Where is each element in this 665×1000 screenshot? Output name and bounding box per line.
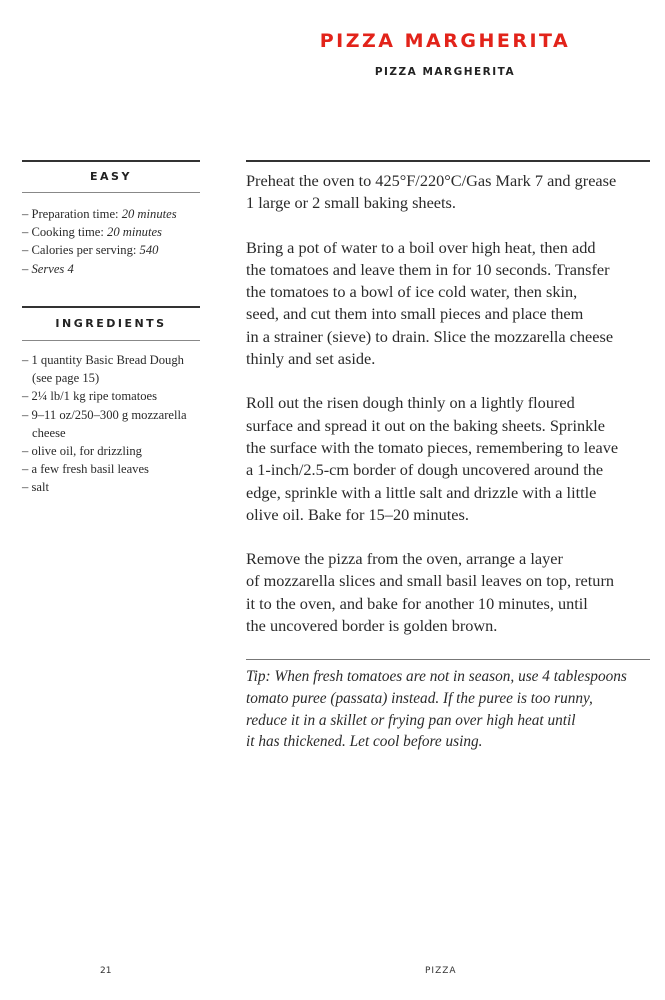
text-line: Remove the pizza from the oven, arrange a layer xyxy=(246,549,563,569)
fact-value: 20 minutes xyxy=(121,207,177,221)
tip-line: Tip: When fresh tomatoes are not in season, use 4 tablespoons xyxy=(246,668,627,685)
text-line: of mozzarella slices and small basil leaves on top, return xyxy=(246,571,615,591)
fact-serves xyxy=(22,260,207,278)
ingredients-list xyxy=(22,351,187,497)
fact-value: Serves 4 xyxy=(31,261,74,276)
recipe-title: PIZZA MARGHERITA xyxy=(319,30,571,52)
text-line: seed, and cut them into small pieces and place them xyxy=(246,304,584,324)
recipe-subtitle: PIZZA MARGHERITA xyxy=(374,66,516,78)
fact-value: 540 xyxy=(139,243,159,258)
method-step-4 xyxy=(246,548,656,637)
ingredient-item: – 9–11 oz/250–300 g mozzarella cheese xyxy=(22,406,187,442)
text-line: edge, sprinkle with a little salt and drizzle with a little xyxy=(246,482,597,502)
text-line: the surface with the tomato pieces, remembering to leave xyxy=(246,437,619,457)
divider xyxy=(22,160,200,162)
method-step-1 xyxy=(246,170,656,215)
method-step-2 xyxy=(246,237,656,371)
ingredient-item: – a few fresh basil leaves xyxy=(22,460,187,478)
text-line: 1 large or 2 small baking sheets. xyxy=(246,193,456,213)
method-text xyxy=(246,170,656,659)
divider xyxy=(22,306,200,308)
ingredient-item: – 2¼ lb/1 kg ripe tomatoes xyxy=(22,387,187,405)
section-name: PIZZA xyxy=(425,966,457,976)
text-line: the tomatoes and leave them in for 10 seconds. Transfer xyxy=(246,259,610,279)
difficulty-heading: EASY xyxy=(90,170,132,183)
fact-label: Preparation time: xyxy=(31,207,122,221)
page-number: 21 xyxy=(100,966,112,976)
recipe-facts xyxy=(22,205,207,278)
text-line: thinly and set aside. xyxy=(246,349,376,369)
fact-cook-time xyxy=(22,223,207,241)
ingredients-heading: INGREDIENTS xyxy=(55,317,167,330)
ingredient-item: – salt xyxy=(22,478,187,496)
fact-calories xyxy=(22,241,207,259)
text-line: in a strainer (sieve) to drain. Slice the mozzarella cheese xyxy=(246,326,614,346)
divider xyxy=(246,659,650,660)
text-line: Bring a pot of water to a boil over high heat, then add xyxy=(246,237,596,257)
divider xyxy=(22,192,200,193)
ingredient-item: – 1 quantity Basic Bread Dough (see page 15) xyxy=(22,351,187,387)
text-line: a 1-inch/2.5-cm border of dough uncovered around the xyxy=(246,460,604,480)
tip-box xyxy=(246,666,656,753)
method-step-3 xyxy=(246,392,656,526)
divider xyxy=(22,340,200,341)
fact-label: Cooking time: xyxy=(31,225,108,240)
text-line: the uncovered border is golden brown. xyxy=(246,616,498,636)
tip-line: tomato puree (passata) instead. If the puree is too runny, xyxy=(246,689,593,707)
fact-label: Calories per serving: xyxy=(31,243,140,258)
fact-prep-time xyxy=(22,205,207,223)
text-line: the tomatoes to a bowl of ice cold water, then skin, xyxy=(246,282,578,302)
fact-value: 20 minutes xyxy=(107,225,162,240)
tip-line: it has thickened. Let cool before using. xyxy=(246,733,483,751)
text-line: it to the oven, and bake for another 10 minutes, until xyxy=(246,593,588,613)
tip-line: reduce it in a skillet or frying pan over high heat until xyxy=(246,711,576,729)
ingredient-item: – olive oil, for drizzling xyxy=(22,442,187,460)
text-line: Preheat the oven to 425°F/220°C/Gas Mark 7 and grease xyxy=(246,171,617,190)
text-line: olive oil. Bake for 15–20 minutes. xyxy=(246,504,469,524)
divider xyxy=(246,160,650,162)
text-line: surface and spread it out on the baking sheets. Sprinkle xyxy=(246,415,605,435)
text-line: Roll out the risen dough thinly on a lightly floured xyxy=(246,393,575,413)
